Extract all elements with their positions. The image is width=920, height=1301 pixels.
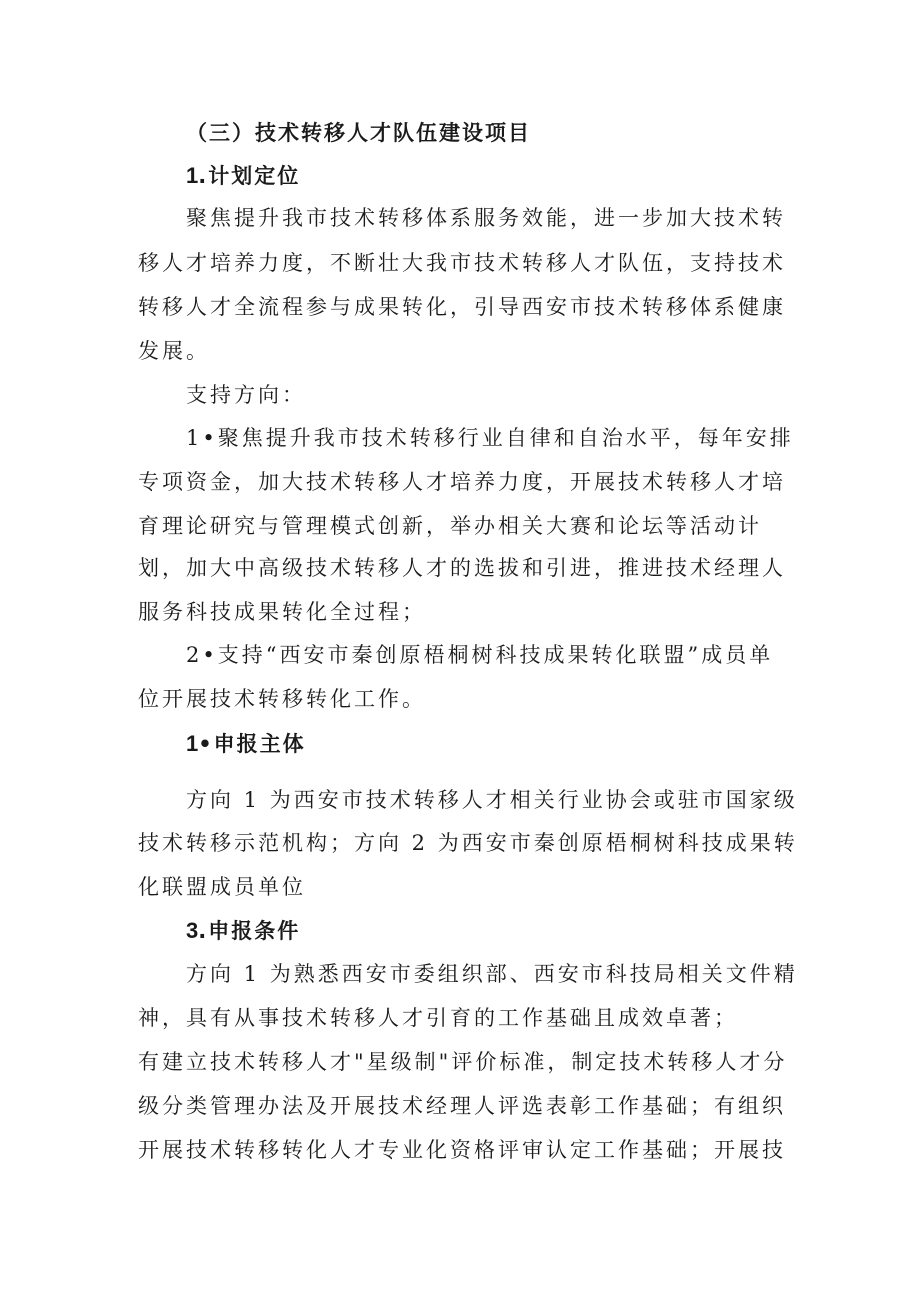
paragraph-line: 发展。: [138, 339, 210, 363]
heading-number: 3: [186, 918, 199, 943]
direction-2-line: 位开展技术转移转化工作。: [138, 687, 426, 711]
support-direction-label: 支持方向：: [186, 383, 306, 407]
paragraph-line: 神，具有从事技术转移人才引育的工作基础且成效卓著；: [138, 1006, 738, 1030]
paragraph-line: 移人才培养力度，不断壮大我市技术转移人才队伍，支持技术: [138, 251, 786, 275]
heading-text: .计划定位: [198, 164, 301, 188]
paragraph-line: 有建立技术转移人才"星级制"评价标准，制定技术转移人才分: [138, 1050, 788, 1074]
heading-number: 1: [186, 163, 199, 188]
heading-text: •申报主体: [198, 732, 306, 756]
heading-plan-positioning: [186, 161, 300, 191]
paragraph-line: 转移人才全流程参与成果转化，引导西安市技术转移体系健康: [138, 295, 786, 319]
direction-1-line: 育理论研究与管理模式创新，举办相关大赛和论坛等活动计: [138, 514, 762, 538]
heading-applicant: [186, 729, 306, 759]
direction-1-line: 划，加大中高级技术转移人才的选拔和引进，推进技术经理人: [138, 556, 786, 580]
direction-1-line: 服务科技成果转化全过程；: [138, 600, 426, 624]
paragraph-line: 技术转移示范机构；方向 2 为西安市秦创原梧桐树科技成果转: [138, 831, 798, 855]
paragraph-line: 方向 1 为熟悉西安市委组织部、西安市科技局相关文件精: [186, 962, 798, 986]
heading-text: .申报条件: [198, 919, 301, 943]
paragraph-line: 级分类管理办法及开展技术经理人评选表彰工作基础；有组织: [138, 1094, 786, 1118]
paragraph-line: 聚焦提升我市技术转移体系服务效能，进一步加大技术转: [186, 206, 786, 230]
direction-1-line: 专项资金，加大技术转移人才培养力度，开展技术转移人才培: [138, 470, 786, 494]
direction-2-line: 2•支持“西安市秦创原梧桐树科技成果转化联盟”成员单: [186, 643, 774, 667]
direction-1-line: 1•聚焦提升我市技术转移行业自律和自治水平，每年安排: [186, 426, 794, 450]
paragraph-line: 方向 1 为西安市技术转移人才相关行业协会或驻市国家级: [186, 788, 798, 812]
paragraph-line: 化联盟成员单位: [138, 875, 306, 899]
paragraph-line: 开展技术转移转化人才专业化资格评审认定工作基础；开展技: [138, 1138, 786, 1162]
section-title: （三）技术转移人才队伍建设项目: [186, 121, 531, 145]
heading-number: 1: [186, 731, 199, 756]
heading-conditions: [186, 916, 300, 946]
